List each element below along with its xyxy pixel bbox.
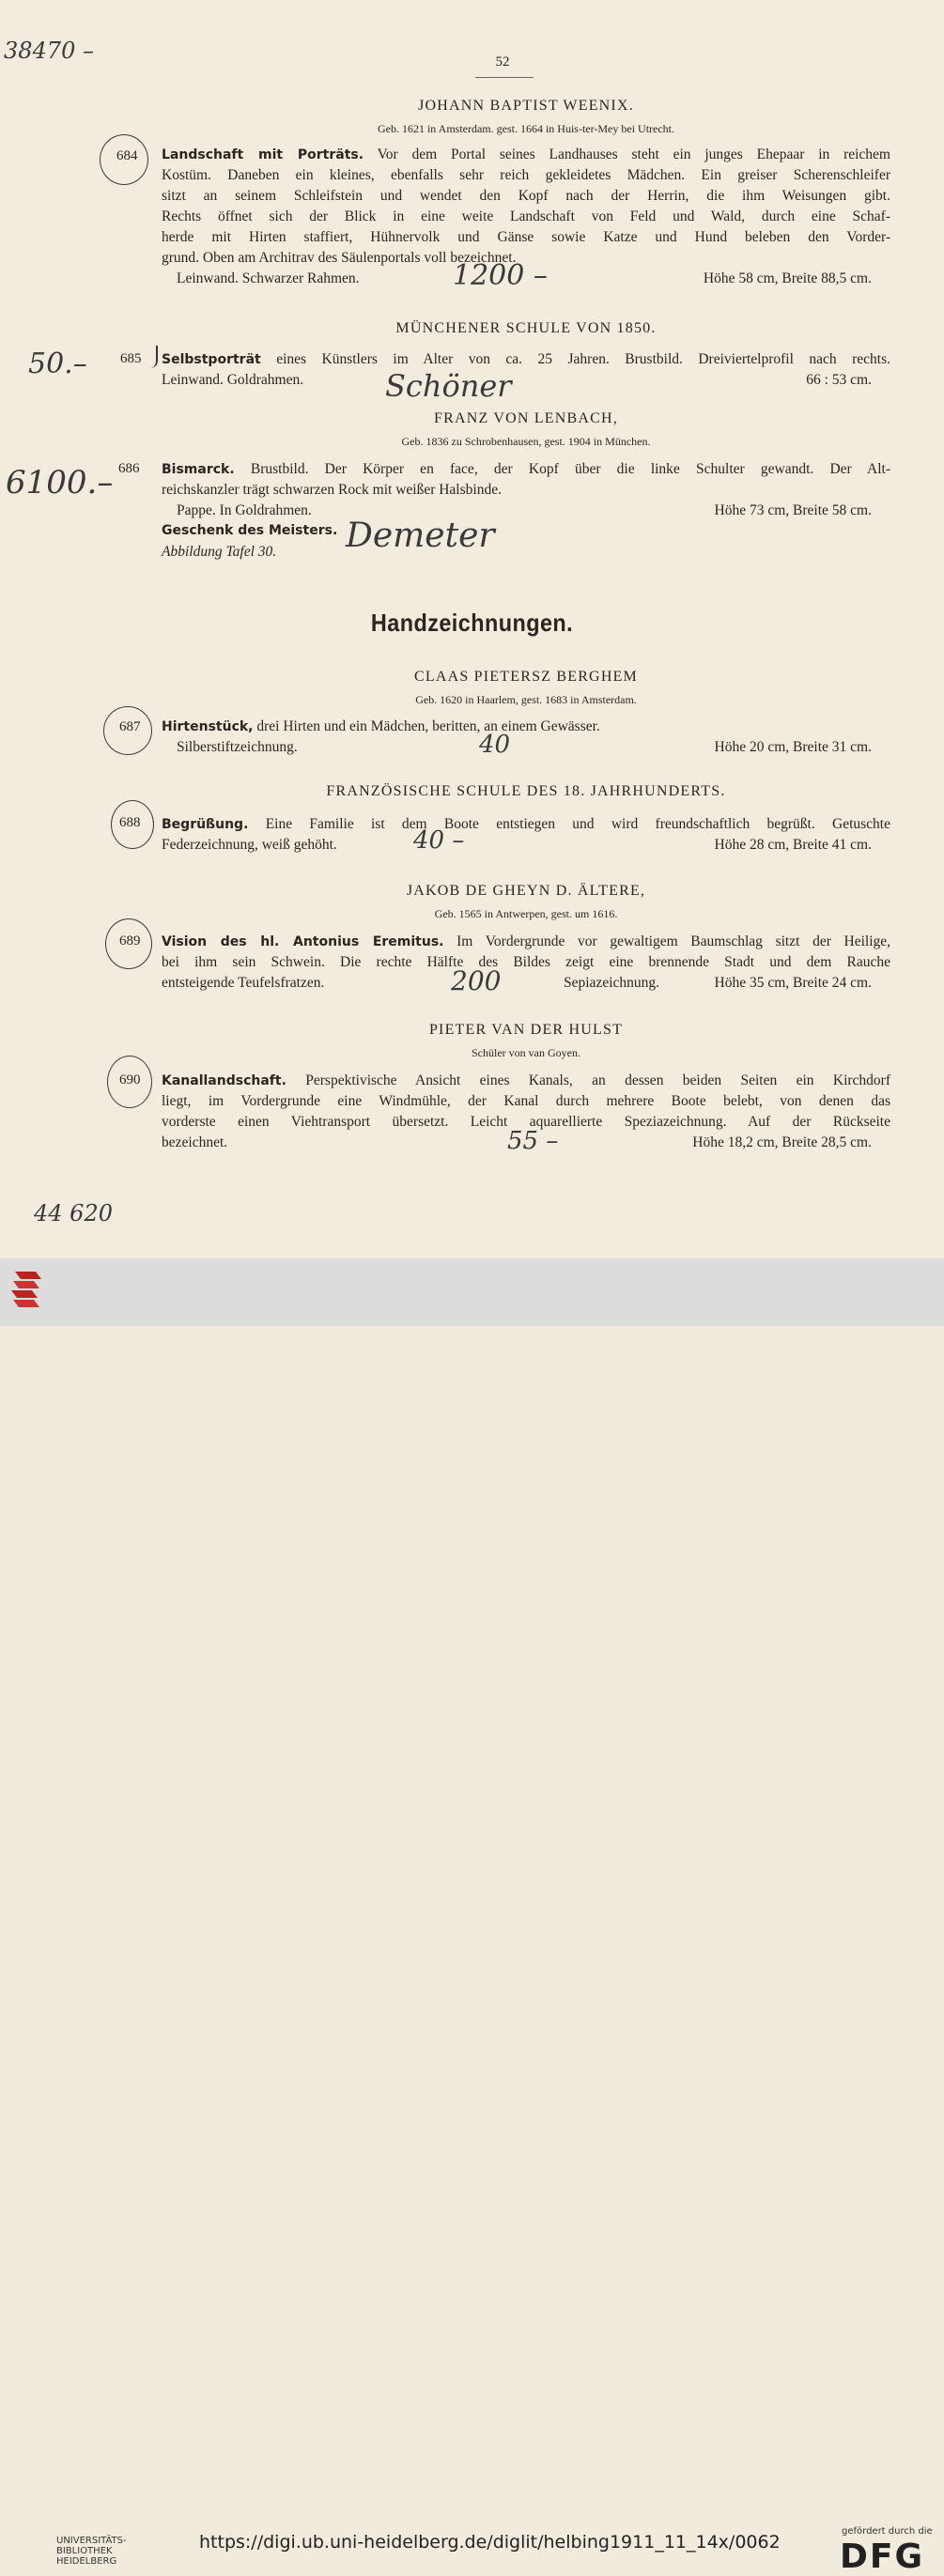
provenance-note: Geschenk des Meisters. [162,523,338,538]
plate-reference: Abbildung Tafel 30. [162,544,277,560]
medium: Leinwand. Schwarzer Rahmen. [177,270,360,286]
lot-number: 688 [119,815,141,830]
catalog-page [0,0,944,1258]
artist-heading: JOHANN BAPTIST WEENIX. [418,98,634,114]
entry-line: Vision des hl. Antonius Eremitus. Im Vordergrunde vor gewaltigem Baumschlag sitzt der Heilige, [162,933,891,949]
artist-bio: Geb. 1621 in Amsterdam. gest. 1664 in Huis-ter-Mey bei Utrecht. [377,122,675,135]
entry-title: Vision des hl. Antonius Eremitus. [162,934,444,949]
entry-title: Kanallandschaft. [162,1073,286,1088]
dimensions: Höhe 73 cm, Breite 58 cm. [714,502,872,518]
medium-technique: Sepiazeichnung. [564,975,660,991]
dfg-logo: DFG [840,2537,925,2576]
lot-number: 689 [119,933,141,949]
medium: Federzeichnung, weiß gehöht. [162,837,337,853]
entry-line: Bismarck. Brustbild. Der Körper en face, der Kopf über die linke Schulter gewandt. Der Alt- [162,461,891,477]
margin-note-686: 6100.– [6,464,114,501]
entry-line: Selbstporträt eines Künstlers im Alter von ca. 25 Jahren. Brustbild. Dreiviertelprofil nach rechts. [162,351,891,367]
entry-line: Landschaft mit Porträts. Vor dem Portal seines Landhauses steht ein junges Ehepaar in reichem [162,147,890,162]
entry-line: bei ihm sein Schwein. Die rechte Hälfte des Bildes zeigt eine brennende Stadt und dem Rauche [162,954,890,970]
margin-note-bottom: 44 620 [34,1200,113,1226]
artist-heading: PIETER VAN DER HULST [428,1022,624,1038]
dimensions: 66 : 53 cm. [806,372,872,388]
handwritten-buyer: Schöner [385,368,512,404]
dimensions: Höhe 20 cm, Breite 31 cm. [714,739,872,755]
page-number: 52 [495,54,510,69]
entry-title: Bismarck. [162,462,235,477]
handwritten-price: 200 [451,965,502,996]
permalink-url[interactable]: https://digi.ub.uni-heidelberg.de/diglit/helbing1911_11_14x/0062 [199,2532,781,2553]
entry-title: Selbstporträt [162,352,261,367]
handwritten-buyer: Demeter [346,517,495,555]
handwritten-price: 40 – [413,826,465,855]
artist-heading: FRANZ VON LENBACH, [434,410,618,426]
dimensions: Höhe 18,2 cm, Breite 28,5 cm. [692,1134,872,1150]
entry-line: reichskanzler trägt schwarzen Rock mit weißer Halsbinde. [162,482,502,498]
handwritten-price: 1200 – [453,259,548,292]
artist-heading: JAKOB DE GHEYN D. ÄLTERE, [406,883,646,899]
entry-title: Landschaft mit Porträts. [162,147,364,162]
entry-line: Begrüßung. Eine Familie ist dem Boote entstiegen und wird freundschaftlich begrüßt. Getuschte [162,816,890,832]
lot-number: 690 [119,1072,141,1087]
artist-bio: Geb. 1565 in Antwerpen, gest. um 1616. [434,907,618,920]
medium: Silberstiftzeichnung. [177,739,298,755]
entry-line: Rechts öffnet sich der Blick in eine weite Landschaft von Feld und Wald, durch eine Schaf- [162,208,890,224]
library-name: UNIVERSITÄTS- BIBLIOTHEK HEIDELBERG [56,2536,127,2567]
artist-bio: Schüler von van Goyen. [472,1046,580,1059]
sponsor-note: gefördert durch die [842,2526,933,2537]
medium: Leinwand. Goldrahmen. [162,372,304,388]
check-mark [148,346,158,368]
lot-number: 687 [119,719,141,734]
library-logo-icon [9,1266,47,1317]
entry-line: herde mit Hirten staffiert, Hühnervolk und Gänse sowie Katze und Hund beleben den Vorder- [162,229,890,245]
lot-number: 685 [120,351,142,366]
lot-number: 684 [116,148,138,163]
medium: entsteigende Teufelsfratzen. [162,975,325,991]
artist-heading: MÜNCHENER SCHULE VON 1850. [395,320,657,336]
entry-line: sitzt an seinem Schleifstein und wendet den Kopf nach der Herrin, die ihm Weisungen gibt. [162,188,890,204]
artist-bio: Geb. 1620 in Haarlem, gest. 1683 in Amsterdam. [415,693,637,706]
artist-heading: FRANZÖSISCHE SCHULE DES 18. JAHRHUNDERTS. [326,783,726,799]
lot-number: 686 [118,461,140,476]
entry-title: Hirtenstück, [162,719,254,734]
entry-title: Begrüßung. [162,817,249,832]
dimensions: Höhe 58 cm, Breite 88,5 cm. [703,270,872,286]
margin-note-top: 38470 – [4,38,94,64]
entry-line: Kanallandschaft. Perspektivische Ansicht eines Kanals, an dessen beiden Seiten ein Kirchdorf [162,1072,891,1088]
entry-line: Kostüm. Daneben ein kleines, ebenfalls sehr reich gekleidetes Mädchen. Ein greiser Scherenschleifer [162,167,890,183]
entry-line: Hirtenstück, drei Hirten und ein Mädchen, beritten, an einem Gewässer. [162,718,600,734]
margin-note-685: 50.– [28,347,87,380]
entry-line: vorderste einen Viehtransport übersetzt. Leicht aquarellierte Speziazeichnung. Auf der Rückseite [162,1114,890,1130]
section-title: Handzeichnungen. [370,609,574,637]
entry-line: grund. Oben am Architrav des Säulenportals voll bezeichnet. [162,250,517,266]
entry-line: liegt, im Vordergrunde eine Windmühle, der Kanal durch mehrere Boote belebt, von denen das [162,1093,890,1109]
page-number-rule [475,77,534,78]
handwritten-price: 55 – [507,1127,559,1155]
artist-bio: Geb. 1836 zu Schrobenhausen, gest. 1904 in München. [401,435,651,448]
footer-bar [0,1258,944,2576]
artist-heading: CLAAS PIETERSZ BERGHEM [414,669,638,685]
medium: bezeichnet. [162,1134,228,1150]
dimensions: Höhe 35 cm, Breite 24 cm. [714,975,872,991]
dimensions: Höhe 28 cm, Breite 41 cm. [714,837,872,853]
medium: Pappe. In Goldrahmen. [177,502,312,518]
handwritten-price: 40 [479,731,511,759]
